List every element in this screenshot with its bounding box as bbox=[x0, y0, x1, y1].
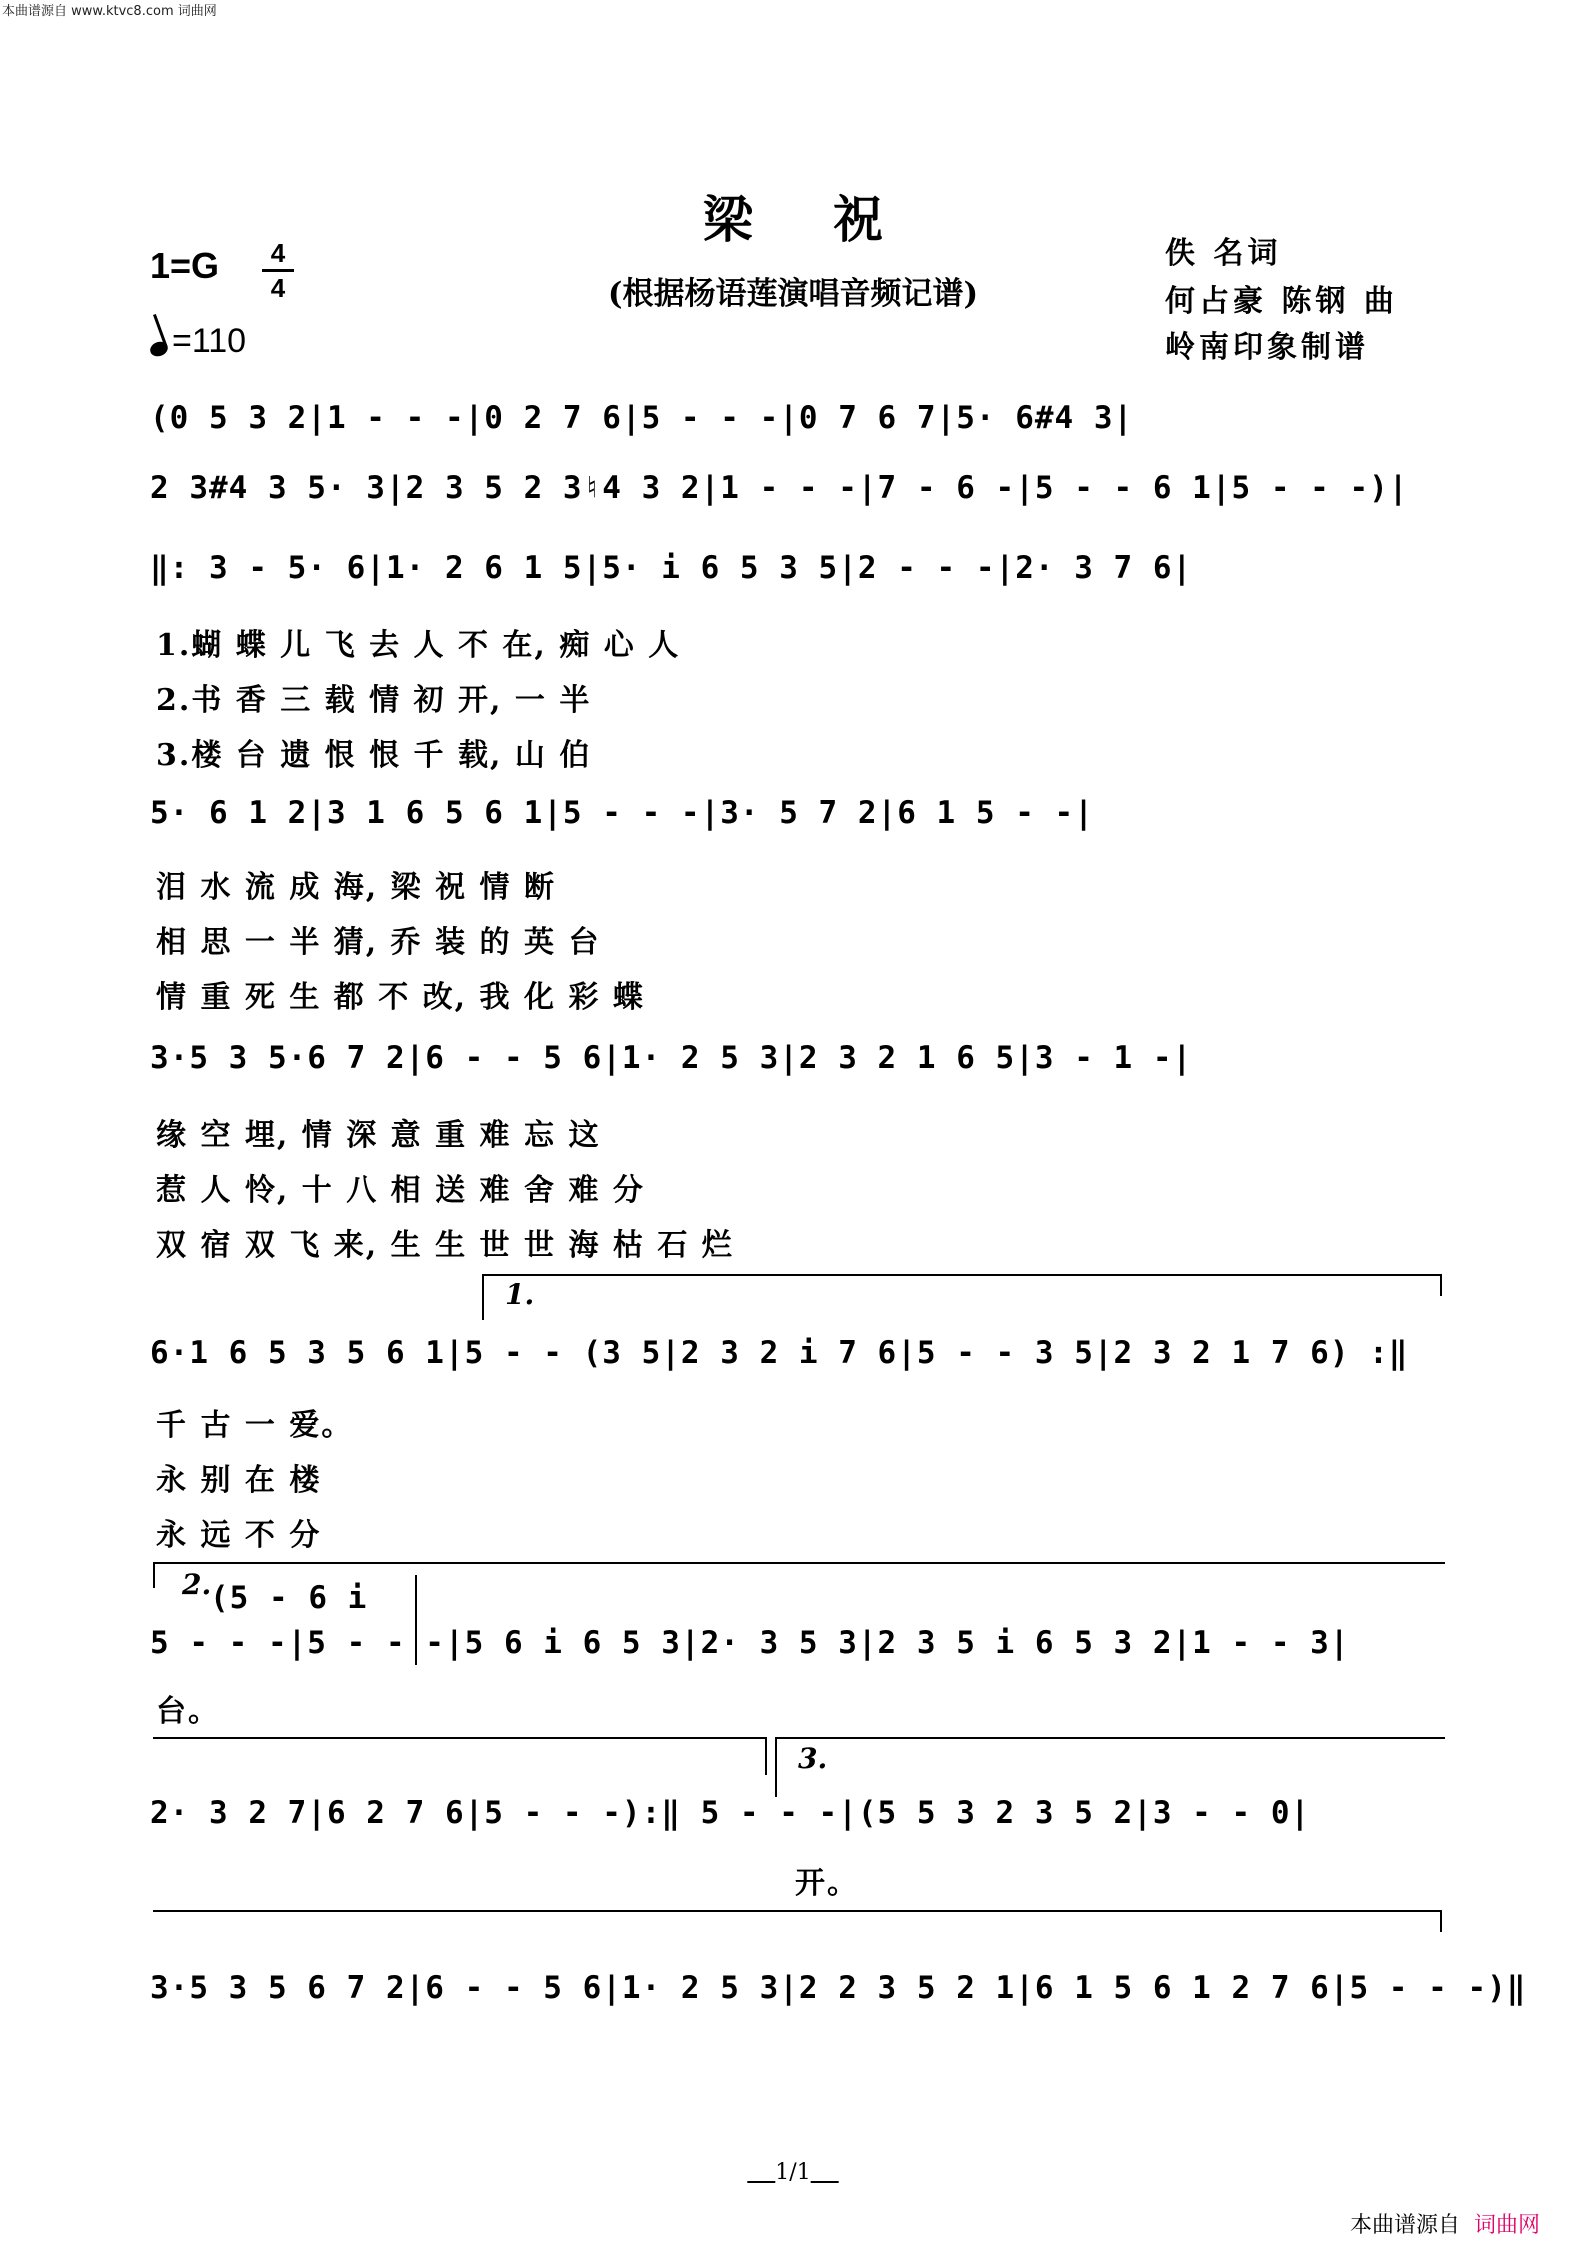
top-watermark: 本曲谱源自 www.ktvc8.com 词曲网 bbox=[2, 4, 217, 19]
tempo-value: =110 bbox=[172, 322, 247, 360]
volta-3-label: 3. bbox=[798, 1742, 828, 1775]
lyric-line: 开。 bbox=[795, 1866, 859, 1901]
notation-line-4: 5· 6 1 2|3 1 6 5 6 1|5 - - -|3· 5 7 2|6 1 5 - -| bbox=[150, 795, 1094, 831]
volta-2-label: 2. bbox=[182, 1568, 212, 1601]
composer-credit: 何占豪 陈钢 曲 bbox=[1165, 284, 1398, 319]
page-number: 1/1 bbox=[775, 2160, 811, 2185]
lyric-line: 泪 水 流 成 海, 梁 祝 情 断 bbox=[156, 870, 556, 905]
song-title: 梁祝 bbox=[703, 190, 963, 249]
time-signature-bottom: 4 bbox=[270, 273, 286, 303]
transcriber-credit: 岭南印象制谱 bbox=[1165, 330, 1369, 365]
notation-line-2: 2 3#4 3 5· 3|2 3 5 2 3♮4 3 2|1 - - -|7 - 6 -|5 - - 6 1|5 - - -)| bbox=[150, 470, 1409, 506]
notation-line-8: 2· 3 2 7|6 2 7 6|5 - - -):‖ 5 - - -|(5 5 3 2 3 5 2|3 - - 0| bbox=[150, 1795, 1311, 1831]
time-signature bbox=[262, 238, 294, 303]
ending-2-prefix: (5 - 6 i bbox=[210, 1580, 368, 1616]
notation-line-7: 5 - - -|5 - - -|5 6 i 6 5 3|2· 3 5 3|2 3 5 i 6 5 3 2|1 - - 3| bbox=[150, 1625, 1350, 1661]
lyric-line: 千 古 一 爱。 bbox=[156, 1408, 354, 1443]
time-signature-top: 4 bbox=[270, 238, 286, 268]
lyric-line: 惹 人 怜, 十 八 相 送 难 舍 难 分 bbox=[156, 1173, 645, 1208]
lyric-line: 3.楼 台 遗 恨 恨 千 载, 山 伯 bbox=[156, 738, 592, 773]
notation-line-1: (0 5 3 2|1 - - -|0 2 7 6|5 - - -|0 7 6 7|5· 6#4 3| bbox=[150, 400, 1134, 436]
tempo-marking bbox=[150, 322, 246, 361]
lyric-line: 1.蝴 蝶 儿 飞 去 人 不 在, 痴 心 人 bbox=[156, 628, 681, 663]
lyric-line: 2.书 香 三 载 情 初 开, 一 半 bbox=[156, 683, 592, 718]
notation-line-5: 3·5 3 5·6 7 2|6 - - 5 6|1· 2 5 3|2 3 2 1 6 5|3 - 1 -| bbox=[150, 1040, 1193, 1076]
lyric-line: 永 远 不 分 bbox=[156, 1518, 322, 1553]
notation-line-3: ‖: 3 - 5· 6|1· 2 6 1 5|5· i 6 5 3 5|2 - - -|2· 3 7 6| bbox=[150, 550, 1193, 586]
lyric-line: 双 宿 双 飞 来, 生 生 世 世 海 枯 石 烂 bbox=[156, 1228, 734, 1263]
volta-1-label: 1. bbox=[505, 1278, 535, 1311]
lyricist-credit: 佚 名词 bbox=[1165, 236, 1282, 271]
lyric-line: 缘 空 埋, 情 深 意 重 难 忘 这 bbox=[156, 1118, 601, 1153]
lyric-line: 情 重 死 生 都 不 改, 我 化 彩 蝶 bbox=[156, 980, 645, 1015]
quarter-note-icon bbox=[148, 339, 170, 358]
lyric-line: 永 别 在 楼 bbox=[156, 1463, 322, 1498]
key-signature: 1=G bbox=[150, 245, 220, 286]
footer-site: 词曲网 bbox=[1474, 2213, 1541, 2238]
footer-watermark bbox=[1350, 2208, 1540, 2239]
footer-source: 本曲谱源自 bbox=[1350, 2213, 1461, 2238]
lyric-line: 相 思 一 半 猜, 乔 装 的 英 台 bbox=[156, 925, 601, 960]
song-subtitle: (根据杨语莲演唱音频记谱) bbox=[607, 276, 979, 312]
notation-line-9: 3·5 3 5 6 7 2|6 - - 5 6|1· 2 5 3|2 2 3 5 2 1|6 1 5 6 1 2 7 6|5 - - -)‖ bbox=[150, 1970, 1527, 2006]
lyric-line: 台。 bbox=[156, 1694, 220, 1729]
notation-line-6: 6·1 6 5 3 5 6 1|5 - - (3 5|2 3 2 i 7 6|5 - - 3 5|2 3 2 1 7 6) :‖ bbox=[150, 1335, 1409, 1371]
